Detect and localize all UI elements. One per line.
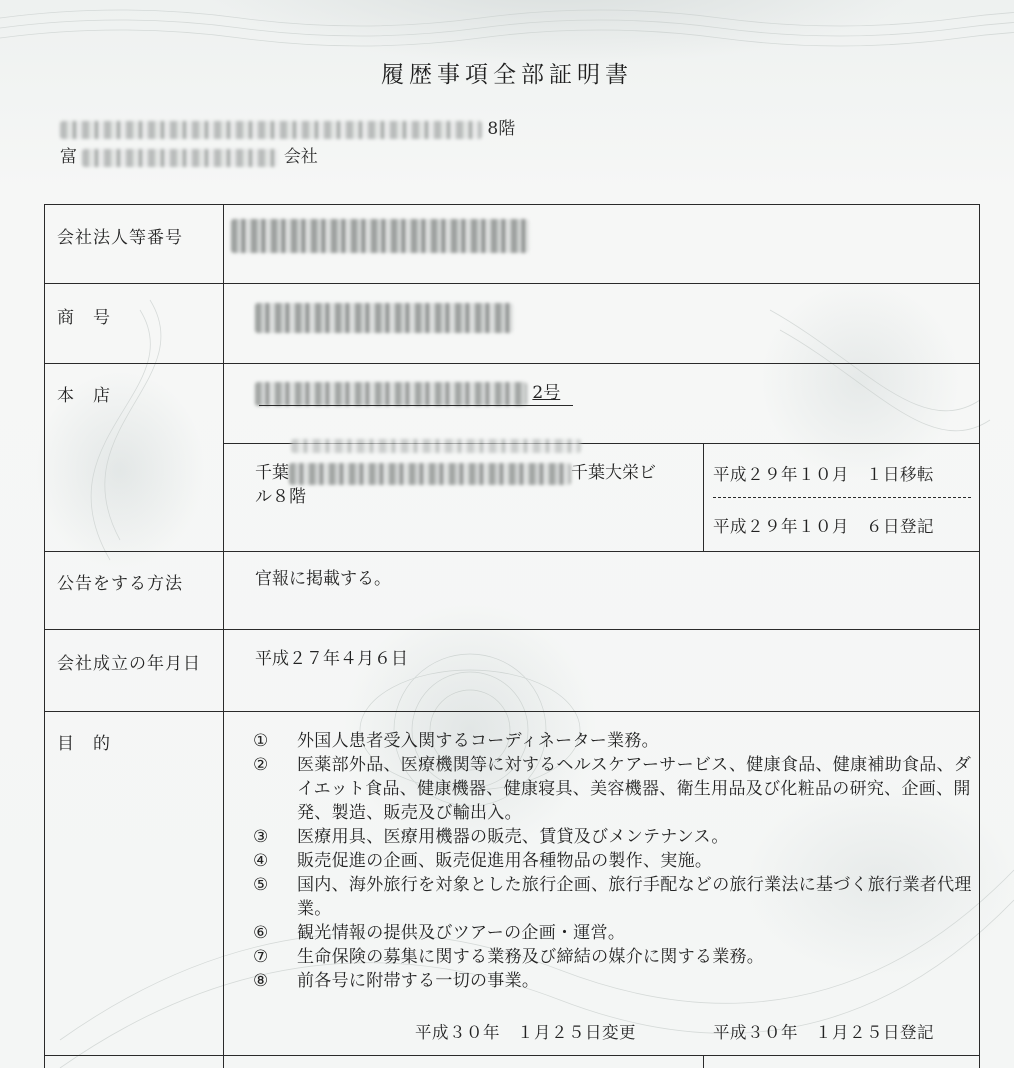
purpose-text: 生命保険の募集に関する業務及び締結の媒介に関する業務。 [297,947,765,967]
redacted-company-name [82,149,278,167]
row-divider [45,629,979,630]
head-office-label: 本 店 [57,386,111,406]
purpose-number: ③ [253,827,269,847]
trade-name-value [255,303,513,333]
purpose-item [253,945,973,969]
redacted-old-address [255,382,527,406]
old-address-suffix: 2号 [532,383,561,403]
purpose-item [253,753,973,825]
purpose-registered-note: 平成３０年 １月２５日登記 [713,1023,934,1042]
redacted-corporate-number [231,219,529,253]
purpose-item [253,729,973,753]
new-address-line-1 [255,461,695,485]
row-divider [45,283,979,284]
public-notice-label: 公告をする方法 [57,574,183,594]
recipient-company-line [60,142,318,167]
purpose-text: 前各号に附帯する一切の事業。 [297,971,540,991]
public-notice-value: 官報に掲載する。 [255,569,391,589]
purpose-number: ④ [253,851,269,871]
old-address-underline [259,405,573,406]
label-column-divider [223,205,224,1068]
head-office-note-divider [703,443,704,551]
established-label: 会社成立の年月日 [57,654,201,674]
purpose-item [253,873,973,921]
registration-table [44,204,980,1068]
recipient-address-line [60,114,515,139]
purpose-number: ② [253,755,269,775]
company-prefix: 富 [60,147,77,167]
redacted-trade-name [255,303,513,333]
purpose-item [253,825,973,849]
purpose-text: 外国人患者受入関するコーディネーター業務。 [297,731,659,751]
row-divider [45,1055,979,1056]
corporate-number-label: 会社法人等番号 [57,228,183,248]
purpose-text: 医療用具、医療用機器の販売、賃貸及びメンテナンス。 [297,827,729,847]
head-office-new-address [255,461,695,509]
row-divider [45,551,979,552]
head-office-old-address [255,381,560,406]
head-office-registered-note: 平成２９年１０月 ６日登記 [713,517,934,536]
purpose-label: 目 的 [57,734,111,754]
new-address-line-2: ル８階 [255,487,306,507]
purpose-text: 国内、海外旅行を対象とした旅行企画、旅行手配などの旅行業法に基づく旅行業者代理業。 [297,875,972,919]
purpose-number: ⑤ [253,875,269,895]
purpose-text: 販売促進の企画、販売促進用各種物品の製作、実施。 [297,851,713,871]
purpose-text: 医薬部外品、医療機関等に対するヘルスケアーサービス、健康食品、健康補助食品、ダイエット食品、健康機器、健康寝具、美容機器、衛生用品及び化粧品の研究、企画、開発、製造、販売及び輸出入。 [297,755,972,823]
new-address-prefix: 千葉 [255,463,289,483]
purpose-number: ⑧ [253,971,269,991]
purpose-item [253,969,973,993]
corporate-number-value [231,219,529,253]
purpose-number: ⑦ [253,947,269,967]
company-suffix: 会社 [283,147,318,167]
head-office-note-dashed-divider [713,497,971,498]
purpose-item [253,849,973,873]
purpose-item [253,921,973,945]
established-value: 平成２７年４月６日 [255,649,408,669]
purpose-changed-note: 平成３０年 １月２５日変更 [415,1023,636,1042]
row-divider [45,711,979,712]
document-title: 履歴事項全部証明書 [381,62,633,88]
purpose-number: ① [253,731,269,751]
row-divider [45,363,979,364]
redacted-new-address [289,463,571,485]
new-address-building: 千葉大栄ビ [571,463,656,483]
redacted-overline [291,439,581,453]
next-row-note-divider [703,1055,704,1068]
address-floor: 8階 [487,119,516,139]
purpose-number: ⑥ [253,923,269,943]
head-office-moved-note: 平成２９年１０月 １日移転 [713,465,934,484]
redacted-address [60,121,482,139]
trade-name-label: 商 号 [57,308,111,328]
purpose-list [253,729,973,993]
purpose-text: 観光情報の提供及びツアーの企画・運営。 [297,923,626,943]
